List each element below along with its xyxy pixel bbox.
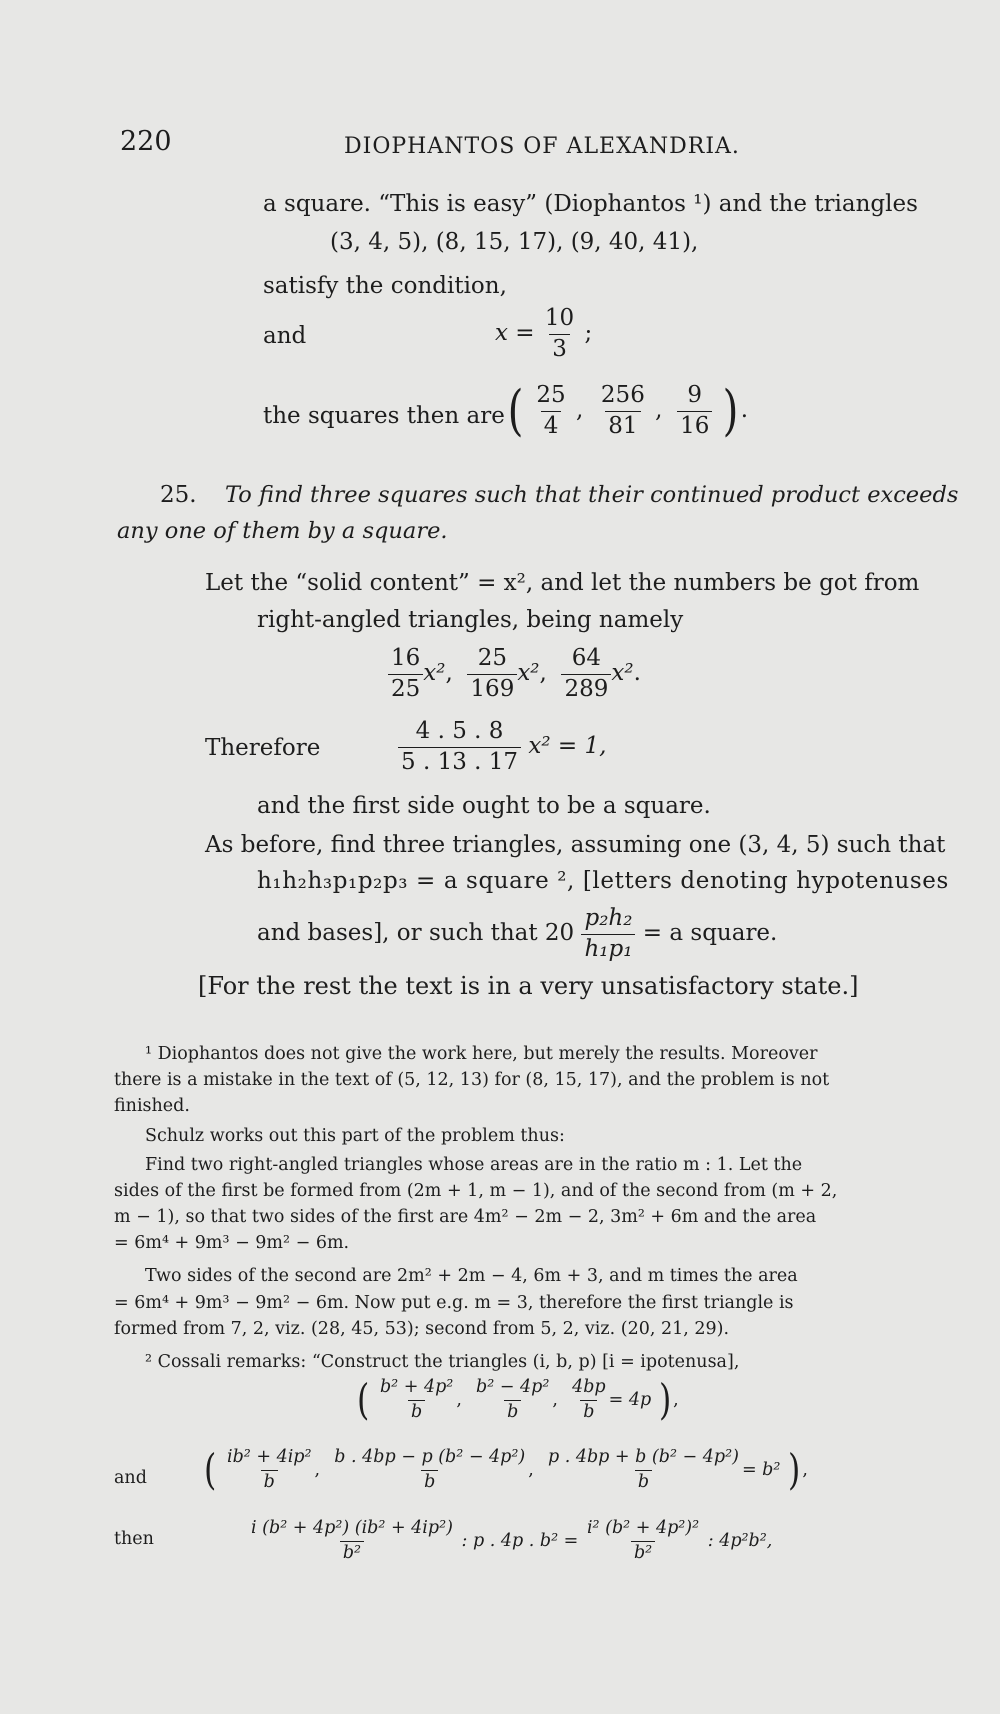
denominator: 81 [605,411,640,441]
period: . [740,397,749,424]
fraction [331,1447,528,1494]
fraction [545,1447,742,1494]
problem-statement: To find three squares such that their continued product exceeds [225,482,959,508]
text-line: As before, find three triangles, assuming one (3, 4, 5) such that [205,832,946,858]
fraction [677,382,712,440]
running-title: DIOPHANTOS OF ALEXANDRIA. [344,134,740,159]
page-number: 220 [120,126,172,157]
equation-tail: : 4p²b², [707,1530,773,1551]
fraction [224,1447,315,1494]
numerator: ib² + 4ip² [226,1447,312,1467]
denominator: b² [631,1541,655,1565]
semicolon: ; [584,320,593,347]
fraction [248,1518,456,1565]
text-line: [For the rest the text is in a very unsatisfactory state.] [198,972,859,1000]
x-squared: x² [423,660,446,687]
text-line: satisfy the condition, [263,273,507,299]
fraction [542,305,577,363]
numerator: b² − 4p² [476,1377,550,1397]
x-squared: x² [517,660,540,687]
fraction [581,905,635,963]
fraction [584,1518,702,1565]
footnote: ¹ Diophantos does not give the work here, but merely the results. Moreover [145,1044,818,1064]
squares-label: the squares then are [263,403,505,429]
denominator: b [421,1470,438,1494]
fraction [561,645,611,703]
numerator: p₂h₂ [584,905,633,931]
x-squared: x² [611,660,634,687]
equation-tail: x² = 1, [528,733,607,760]
denominator: b² [340,1541,364,1565]
footnote: finished. [114,1096,190,1116]
therefore-label: Therefore [205,735,321,761]
denominator: h₁p₁ [581,934,635,964]
numerator: 25 [536,382,566,408]
text-line: and the first side ought to be a square. [257,793,711,819]
numerator: b . 4bp − p (b² − 4p²) [334,1447,526,1467]
triangle-tuple-2: ( $\frac{\text{ib² + 4ip²}}{b}$ , $\frac{\text{b . 4bp − p (b² − 4p²)}}{b}$ , $\frac{\text{p . 4bp + b (b² − 4p²)}}{b}$ = b² ) , [204,1445,808,1495]
triangle-list: (3, 4, 5), (8, 15, 17), (9, 40, 41), [330,229,699,255]
footnote: formed from 7, 2, viz. (28, 45, 53); second from 5, 2, viz. (20, 21, 29). [114,1319,730,1339]
x-equation [495,305,592,363]
numerator: 64 [571,645,602,671]
equation-mid: : p . 4p . b² = [461,1530,579,1551]
denominator: b [408,1400,425,1424]
numerator: 9 [687,382,703,408]
numerator: 10 [544,305,575,331]
denominator: b [635,1470,652,1494]
denominator: b [261,1470,278,1494]
numerator: 25 [477,645,508,671]
equation-tail: = b² [741,1459,781,1480]
text-line: Let the “solid content” = x², and let the numbers be got from [205,570,920,596]
left-paren: ( [507,379,524,443]
then-label: then [114,1529,154,1549]
text-line: right-angled triangles, being namely [257,607,684,633]
fraction [569,1377,609,1424]
numerator: 4 . 5 . 8 [415,718,504,744]
equation-tail: = 4p [608,1389,652,1410]
fraction [388,645,423,703]
numerator: 16 [391,645,421,671]
problem-statement: any one of them by a square. [117,518,448,544]
footnote: there is a mistake in the text of (5, 12, 13) for (8, 15, 17), and the problem is not [114,1070,830,1090]
right-paren: ) [788,1445,801,1495]
problem-number: 25. [160,482,197,508]
ratio-line [257,905,777,963]
denominator: 4 [541,411,562,441]
triangle-tuple-1: ( $\frac{\text{b² + 4p²}}{b}$ , $\frac{\text{b² − 4p²}}{b}$ , $\frac{4bp}{b}$ = 4p ) , [357,1375,679,1425]
footnote: m − 1), so that two sides of the first are 4m² − 2m − 2, 3m² + 6m and the area [114,1207,817,1227]
fractions-row: $\frac{16}{25}$ x², $\frac{25}{169}$ x², $\frac{64}{289}$ x². [388,645,641,703]
denominator: 169 [467,674,517,704]
right-paren: ) [658,1375,672,1425]
left-paren: ( [357,1375,370,1425]
footnote: Find two right-angled triangles whose areas are in the ratio m : 1. Let the [145,1155,803,1175]
numerator: i (b² + 4p²) (ib² + 4ip²) [251,1518,453,1538]
and-label: and [114,1468,147,1488]
text: and bases], or such that 20 [257,920,575,947]
comma: , [655,397,663,424]
denominator: 3 [549,334,570,364]
footnote: = 6m⁴ + 9m³ − 9m² − 6m. [114,1233,350,1253]
fraction [598,382,648,440]
denominator: 5 . 13 . 17 [398,747,521,777]
numerator: 256 [600,382,645,408]
fraction [533,382,568,440]
text: = a square. [642,920,778,947]
product-equation [398,718,606,776]
fraction [473,1377,552,1424]
footnote: sides of the first be formed from (2m + 1, m − 1), and of the second from (m + 2, [114,1181,838,1201]
right-paren: ) [722,379,739,443]
left-paren: ( [204,1445,217,1495]
denominator: b [580,1400,597,1424]
denominator: 25 [388,674,423,704]
squares-tuple [505,379,749,443]
numerator: i² (b² + 4p²)² [586,1518,700,1538]
numerator: p . 4bp + b (b² − 4p²) [547,1447,739,1467]
denominator: 289 [561,674,611,704]
footnote: = 6m⁴ + 9m³ − 9m² − 6m. Now put e.g. m = 3, therefore the first triangle is [114,1293,794,1313]
numerator: 4bp [572,1377,606,1397]
comma: , [575,397,584,424]
denominator: 16 [677,411,712,441]
numerator: b² + 4p² [379,1377,454,1397]
fraction [398,718,521,776]
footnote: Schulz works out this part of the problem thus: [145,1126,565,1146]
fraction [377,1377,456,1424]
and-label: and [263,323,307,349]
fraction [467,645,517,703]
x-lhs: x = [495,320,535,347]
denominator: b [504,1400,521,1424]
footnote: ² Cossali remarks: “Construct the triangles (i, b, p) [i = ipotenusa], [145,1352,740,1372]
final-equation [248,1518,772,1565]
text-line: h₁h₂h₃p₁p₂p₃ = a square ², [letters denoting hypotenuses [257,868,949,894]
text-line: a square. “This is easy” (Diophantos ¹) and the triangles [263,191,918,217]
footnote: Two sides of the second are 2m² + 2m − 4, 6m + 3, and m times the area [145,1266,798,1286]
